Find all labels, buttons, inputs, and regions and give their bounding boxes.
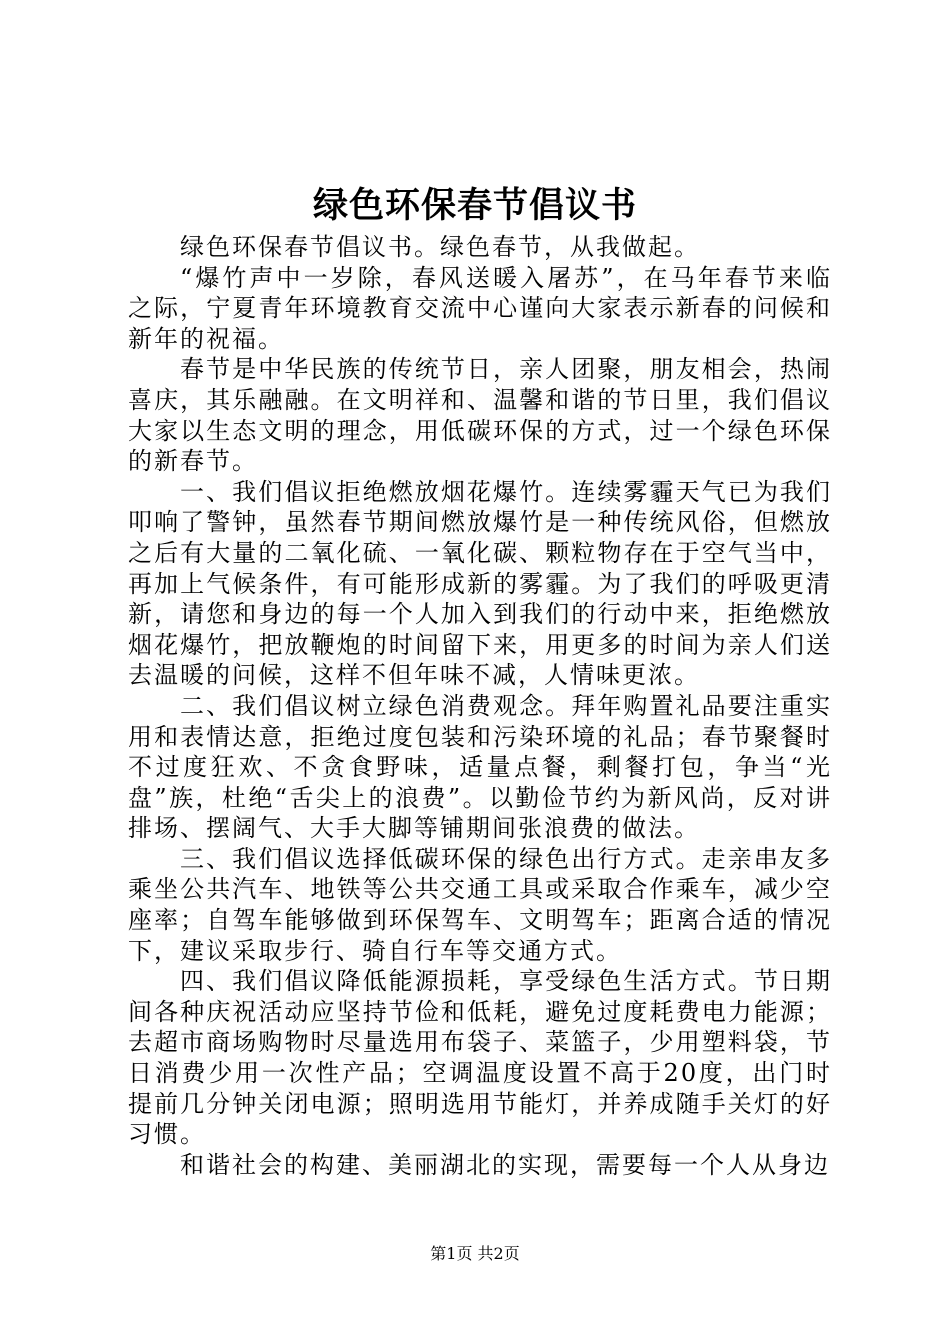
page-number-footer: 第1页 共2页 [430, 1244, 520, 1263]
paragraph: 和谐社会的构建、美丽湖北的实现，需要每一个人从身边 [180, 1150, 830, 1179]
paragraph: 绿色环保春节倡议书。绿色春节，从我做起。 [180, 233, 700, 261]
paragraph: 四、我们倡议降低能源损耗，享受绿色生活方式。节日期间各种庆祝活动应坚持节俭和低耗，避免过度耗费电力能源；去超市商场购物时尽量选用布袋子、菜篮子，少用塑料袋，节日消费少用一次性产品；空调温度设置不高于20度，出门时提前几分钟关闭电源；照明选用节能灯，并养成随手关灯的好习惯。 [128, 967, 832, 1149]
document-body [128, 232, 832, 1180]
paragraph: 三、我们倡议选择低碳环保的绿色出行方式。走亲串友多乘坐公共汽车、地铁等公共交通工具或采取合作乘车，减少空座率；自驾车能够做到环保驾车、文明驾车；距离合适的情况下，建议采取步行、骑自行车等交通方式。 [128, 844, 832, 965]
paragraph: 二、我们倡议树立绿色消费观念。拜年购置礼品要注重实用和表情达意，拒绝过度包装和污染环境的礼品；春节聚餐时不过度狂欢、不贪食野味，适量点餐，剩餐打包，争当“光盘”族，杜绝“舌尖上的浪费”。以勤俭节约为新风尚，反对讲排场、摆阔气、大手大脚等铺期间张浪费的做法。 [128, 691, 832, 843]
paragraph: “爆竹声中一岁除，春风送暖入屠苏”，在马年春节来临之际，宁夏青年环境教育交流中心谨向大家表示新春的问候和新年的祝福。 [128, 263, 832, 353]
document-title: 绿色环保春节倡议书 [312, 185, 637, 226]
paragraph: 一、我们倡议拒绝燃放烟花爆竹。连续雾霾天气已为我们叩响了警钟，虽然春节期间燃放爆竹是一种传统风俗，但燃放之后有大量的二氧化硫、一氧化碳、颗粒物存在于空气当中，再加上气候条件，有可能形成新的雾霾。为了我们的呼吸更清新，请您和身边的每一个人加入到我们的行动中来，拒绝燃放烟花爆竹，把放鞭炮的时间留下来，用更多的时间为亲人们送去温暖的问候，这样不但年味不减，人情味更浓。 [128, 477, 832, 690]
paragraph: 春节是中华民族的传统节日，亲人团聚，朋友相会，热闹喜庆，其乐融融。在文明祥和、温馨和谐的节日里，我们倡议大家以生态文明的理念，用低碳环保的方式，过一个绿色环保的新春节。 [128, 355, 832, 476]
